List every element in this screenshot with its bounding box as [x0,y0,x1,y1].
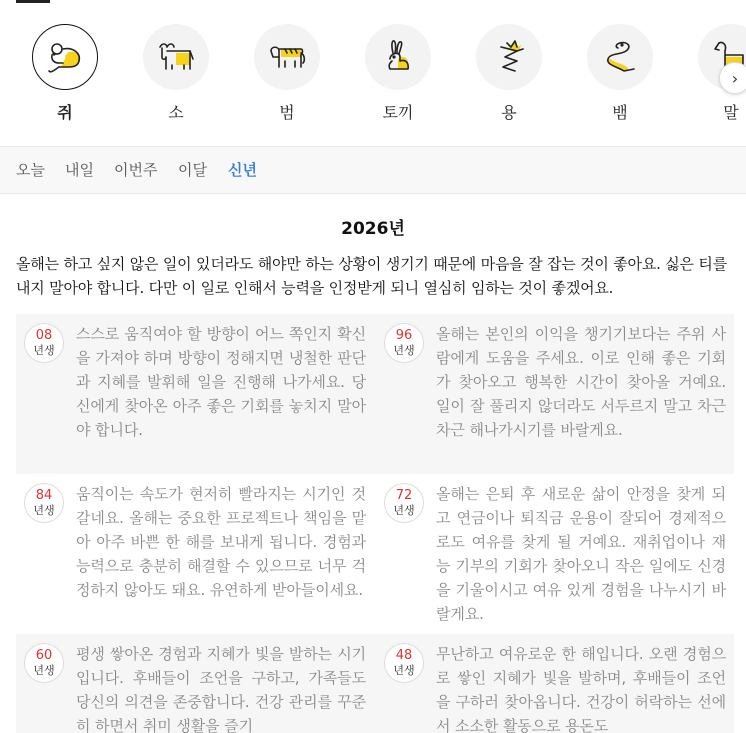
tab-new-year[interactable]: 신년 [228,161,257,179]
rabbit-icon [365,24,431,90]
birth-year-suffix: 년생 [393,664,415,677]
zodiac-item-rabbit[interactable] [363,24,433,123]
birth-year-suffix: 년생 [33,344,55,357]
fortune-row [16,314,734,474]
birth-year-badge [24,323,64,363]
zodiac-label: 토끼 [382,103,414,122]
birth-year-badge [24,483,64,523]
tiger-icon [254,24,320,90]
birth-year: 60 [35,648,53,663]
year-title: 2026년 [341,219,405,239]
tab-today[interactable]: 오늘 [16,161,45,179]
zodiac-label: 쥐 [57,103,73,122]
snake-icon [587,24,653,90]
birth-year: 84 [35,488,53,503]
fortune-text: 올해는 은퇴 후 새로운 삶이 안정을 찾게 되고 연금이나 퇴직금 운용이 잘되어 경제적으로도 여유를 찾게 될 거예요. 재취업이나 재능 기부의 기회가 찾아오니 작은 일에도 신경을 기울이시고 여유 있게 경험을 나누시기 바랄게요. [436,485,726,623]
birth-year: 72 [395,488,413,503]
fortune-text: 평생 쌓아온 경험과 지혜가 빛을 발하는 시기입니다. 후배들이 조언을 구하고, 가족들도 당신의 의견을 존중합니다. 건강 관리를 꾸준히 하면서 취미 생활을 즐기 [76,645,366,733]
next-zodiac-button[interactable] [719,62,746,94]
period-tabs [0,147,746,194]
zodiac-item-tiger[interactable] [252,24,322,123]
fortune-row [16,634,734,733]
zodiac-item-ox[interactable] [141,24,211,123]
zodiac-label: 범 [279,103,295,122]
rat-icon [32,24,98,90]
ox-icon [143,24,209,90]
birth-year: 96 [395,328,413,343]
tab-this-week[interactable]: 이번주 [114,161,158,179]
birth-year-suffix: 년생 [33,664,55,677]
zodiac-label: 용 [501,103,517,122]
birth-year-suffix: 년생 [393,504,415,517]
zodiac-selector [0,0,746,147]
chevron-right-icon: › [731,68,739,88]
tab-this-month[interactable]: 이달 [178,161,207,179]
fortune-row [16,474,734,634]
birth-year-suffix: 년생 [33,504,55,517]
zodiac-item-snake[interactable] [585,24,655,123]
birth-year-badge [384,323,424,363]
zodiac-item-rat[interactable] [30,24,100,123]
fortune-text: 올해는 본인의 이익을 챙기기보다는 주위 사람에게 도움을 주세요. 이로 인해 좋은 기회가 찾아오고 행복한 시간이 찾아올 거예요. 일이 잘 풀리지 않더라도 서두르지 말고 차근차근 해나가시기를 바랄게요. [436,325,726,439]
dragon-icon [476,24,542,90]
zodiac-label: 말 [723,103,739,122]
zodiac-label: 뱀 [612,103,628,122]
birth-year-badge [24,643,64,683]
birth-year: 48 [395,648,413,663]
tab-tomorrow[interactable]: 내일 [65,161,94,179]
yearly-summary: 올해는 하고 싶지 않은 일이 있더라도 해야만 하는 상황이 생기기 때문에 마음을 잘 잡는 것이 좋아요. 싫은 티를 내지 말아야 합니다. 다만 이 일로 인해서 능력을 인정받게 되니 열심히 임하는 것이 좋겠어요. [16,255,727,297]
fortune-text: 스스로 움직여야 할 방향이 어느 쪽인지 확신을 가져야 하며 방향이 정해지면 냉철한 판단과 지혜를 발휘해 일을 진행해 나가세요. 당신에게 찾아온 아주 좋은 기회를 놓치지 말아야 합니다. [76,325,366,439]
zodiac-label: 소 [168,103,184,122]
zodiac-item-dragon[interactable] [474,24,544,123]
birth-year-badge [384,643,424,683]
birth-year-badge [384,483,424,523]
birth-year: 08 [35,328,53,343]
fortune-text: 무난하고 여유로운 한 해입니다. 오랜 경험으로 쌓인 지혜가 빛을 발하며, 후배들이 조언을 구하러 찾아옵니다. 건강이 허락하는 선에서 소소한 활동으로 용돈도 [436,645,726,733]
fortune-text: 움직이는 속도가 현저히 빨라지는 시기인 것 갈네요. 올해는 중요한 프로젝트나 책임을 맡아 아주 바쁜 한 해를 보내게 됩니다. 경험과 능력으로 충분히 해결할 수 있으므로 너무 걱정하지 않아도 돼요. 유연하게 받아들이세요. [76,485,366,599]
birth-year-suffix: 년생 [393,344,415,357]
